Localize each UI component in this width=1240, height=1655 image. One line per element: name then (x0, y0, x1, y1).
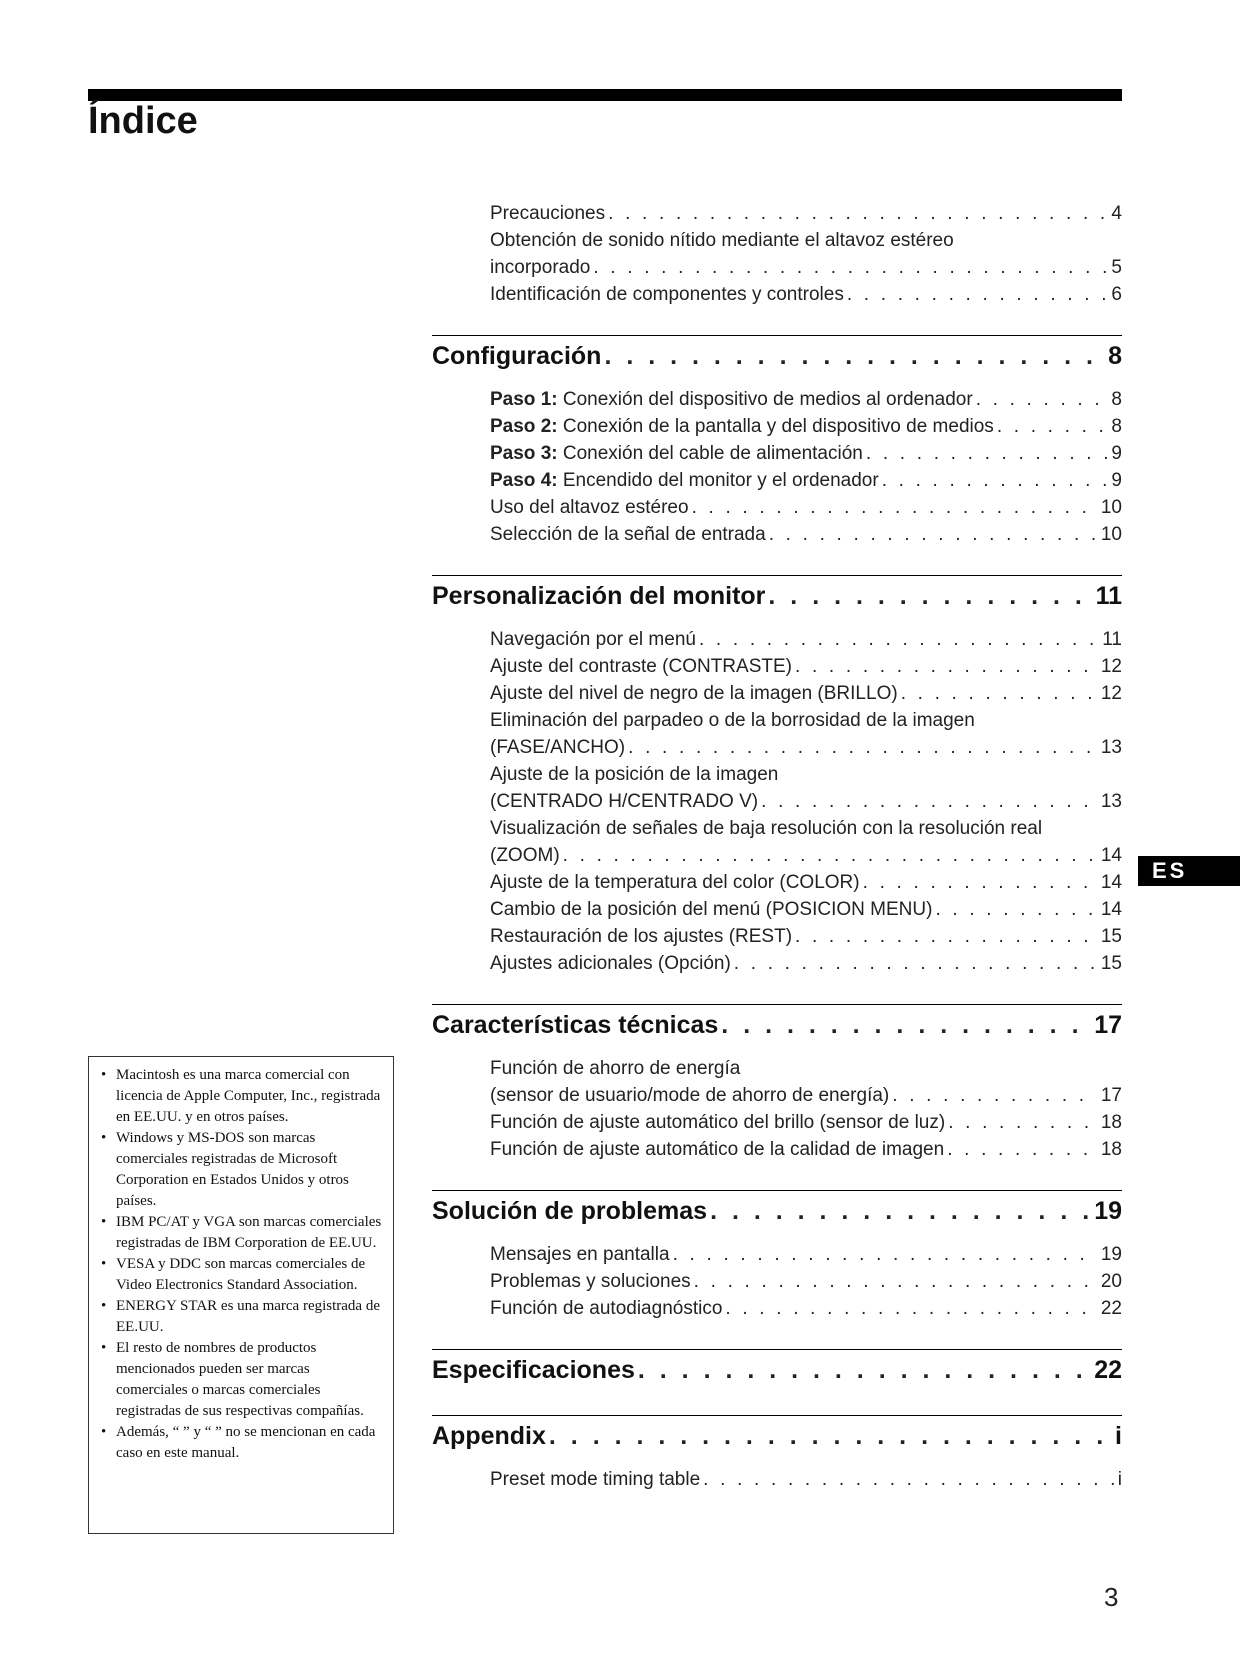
leader-dots (635, 1352, 1090, 1388)
toc-entry-title (490, 1466, 700, 1493)
toc-entry[interactable] (490, 653, 1122, 680)
leader-dots (863, 440, 1108, 467)
toc-page-number: 12 (1100, 656, 1122, 677)
leader-dots (700, 1466, 1114, 1493)
toc-entry-text: Encendido del monitor y el ordenador (557, 470, 879, 491)
toc-section (432, 1415, 1122, 1493)
toc-entry[interactable] (490, 1241, 1122, 1268)
toc-step-label: Paso 1: (490, 389, 558, 410)
toc-entry-text: (ZOOM) (490, 845, 560, 866)
trademark-item: • Además, “ ” y “ ” no se mencionan en cada caso en este manual. (99, 1422, 383, 1464)
toc-entry-text: Conexión del cable de alimentación (557, 443, 863, 464)
toc-entry[interactable] (490, 281, 1122, 308)
leader-dots (945, 1109, 1097, 1136)
leader-dots (696, 626, 1098, 653)
section-entries (490, 1055, 1122, 1163)
section-page-number: 11 (1095, 582, 1122, 610)
toc-entry[interactable] (490, 494, 1122, 521)
toc-page-number: 11 (1102, 629, 1122, 650)
toc-entry-title (490, 521, 766, 548)
toc-entry[interactable] (490, 1136, 1122, 1163)
leader-dots (765, 578, 1091, 614)
language-tab: ES (1138, 856, 1240, 886)
section-title: Personalización del monitor (432, 582, 766, 610)
toc-entry-line: Función de ahorro de energía (490, 1058, 741, 1079)
toc-entry-title (490, 680, 898, 707)
leader-dots (670, 1241, 1097, 1268)
toc-entry[interactable] (490, 680, 1122, 707)
toc-entry[interactable] (490, 386, 1122, 413)
toc-page-number: 10 (1100, 524, 1122, 545)
page-number: 3 (1104, 1582, 1119, 1612)
toc-page-number: 22 (1100, 1298, 1122, 1319)
section-title: Configuración (432, 342, 602, 370)
toc-entry-title (490, 440, 863, 467)
toc-page-number: 18 (1100, 1139, 1122, 1160)
toc-section (432, 575, 1122, 977)
leader-dots (731, 950, 1097, 977)
toc-entry[interactable] (490, 1082, 1122, 1109)
leader-dots (879, 467, 1108, 494)
toc-entry[interactable] (490, 200, 1122, 227)
leader-dots (546, 1418, 1111, 1454)
section-page-number: 22 (1094, 1356, 1122, 1384)
table-of-contents (432, 200, 1122, 1493)
toc-page-number: i (1117, 1469, 1122, 1490)
toc-page-number: 19 (1100, 1244, 1122, 1265)
toc-entry-text: Uso del altavoz estéreo (490, 497, 689, 518)
toc-entry-text: Ajustes adicionales (Opción) (490, 953, 731, 974)
toc-entry[interactable] (490, 734, 1122, 761)
section-page-number: 8 (1108, 342, 1122, 370)
toc-entry[interactable] (490, 1466, 1122, 1493)
toc-entry[interactable] (490, 521, 1122, 548)
toc-entry[interactable] (490, 413, 1122, 440)
toc-page-number: 5 (1111, 257, 1122, 278)
section-page-number: i (1115, 1422, 1122, 1450)
section-entries (490, 626, 1122, 977)
toc-entry-title (490, 1109, 945, 1136)
toc-entry-title (490, 200, 605, 227)
section-entries (490, 1241, 1122, 1322)
toc-section (432, 1190, 1122, 1322)
section-title: Especificaciones (432, 1356, 635, 1384)
toc-entry-text: Función de ajuste automático de la calidad de imagen (490, 1139, 945, 1160)
toc-entry-title (490, 1082, 889, 1109)
toc-entry-text: Conexión de la pantalla y del dispositivo de medios (557, 416, 994, 437)
top-rule (88, 89, 1122, 101)
toc-entry-text: Problemas y soluciones (490, 1271, 691, 1292)
toc-page-number: 14 (1100, 872, 1122, 893)
toc-entry[interactable] (490, 1109, 1122, 1136)
section-entries (490, 386, 1122, 548)
leader-dots (605, 200, 1107, 227)
toc-page-number: 10 (1100, 497, 1122, 518)
leader-dots (718, 1007, 1090, 1043)
section-title: Solución de problemas (432, 1197, 708, 1225)
section-heading[interactable] (432, 1352, 1122, 1388)
toc-page-number: 15 (1100, 953, 1122, 974)
toc-entry-text: (CENTRADO H/CENTRADO V) (490, 791, 759, 812)
intro-entries (490, 200, 1122, 308)
trademark-item: • Macintosh es una marca comercial con licencia de Apple Computer, Inc., registrada en EE.UU. y en otros países. (99, 1065, 383, 1128)
toc-page-number: 14 (1100, 899, 1122, 920)
leader-dots (691, 1268, 1097, 1295)
leader-dots (560, 842, 1097, 869)
toc-entry-text: Identificación de componentes y controles (490, 284, 844, 305)
toc-entry[interactable] (490, 950, 1122, 977)
toc-step-label: Paso 4: (490, 470, 558, 491)
toc-entry-title (490, 896, 932, 923)
leader-dots (722, 1295, 1096, 1322)
toc-entry-title (490, 788, 758, 815)
toc-entry-text: Restauración de los ajustes (REST) (490, 926, 793, 947)
toc-entry[interactable] (490, 842, 1122, 869)
section-title: Appendix (432, 1422, 546, 1450)
section-title: Características técnicas (432, 1011, 719, 1039)
toc-entry-text: Precauciones (490, 203, 606, 224)
leader-dots (898, 680, 1097, 707)
toc-page-number: 4 (1111, 203, 1122, 224)
toc-entry-title (490, 950, 731, 977)
toc-entry-text: Selección de la señal de entrada (490, 524, 766, 545)
page-title: Índice (88, 100, 198, 142)
toc-entry-text: Navegación por el menú (490, 629, 696, 650)
toc-entry[interactable] (490, 788, 1122, 815)
toc-entry-text: Ajuste del nivel de negro de la imagen (BRILLO) (490, 683, 898, 704)
toc-entry-title (490, 923, 792, 950)
section-heading[interactable] (432, 1418, 1122, 1454)
toc-entry-text: Cambio de la posición del menú (POSICION MENU) (490, 899, 933, 920)
toc-page-number: 12 (1100, 683, 1122, 704)
section-page-number: 17 (1094, 1011, 1122, 1039)
leader-dots (994, 413, 1108, 440)
toc-entry-title (490, 386, 973, 413)
leader-dots (860, 869, 1097, 896)
leader-dots (844, 281, 1108, 308)
trademark-item: • ENERGY STAR es una marca registrada de EE.UU. (99, 1296, 383, 1338)
toc-page-number: 9 (1111, 470, 1122, 491)
leader-dots (973, 386, 1108, 413)
toc-entry[interactable] (490, 1268, 1122, 1295)
toc-step-label: Paso 2: (490, 416, 558, 437)
toc-page-number: 13 (1100, 791, 1122, 812)
toc-entry[interactable] (490, 467, 1122, 494)
leader-dots (889, 1082, 1097, 1109)
toc-entry[interactable] (490, 923, 1122, 950)
toc-page-number: 6 (1111, 284, 1122, 305)
section-heading[interactable] (432, 338, 1122, 374)
toc-entry-title (490, 626, 696, 653)
toc-entry-text: Ajuste del contraste (CONTRASTE) (490, 656, 792, 677)
toc-section (432, 335, 1122, 548)
toc-entry-title (490, 653, 792, 680)
trademark-notes (88, 1056, 394, 1534)
toc-page-number: 15 (1100, 926, 1122, 947)
toc-entry-text: incorporado (490, 257, 591, 278)
section-heading[interactable] (432, 1007, 1122, 1043)
toc-entry-text: Mensajes en pantalla (490, 1244, 670, 1265)
toc-entry-title (490, 869, 860, 896)
toc-entry[interactable] (490, 440, 1122, 467)
toc-entry-line: Obtención de sonido nítido mediante el altavoz estéreo (490, 230, 954, 251)
toc-entry-text: Función de autodiagnóstico (490, 1298, 723, 1319)
toc-entry-title (490, 281, 844, 308)
toc-page-number: 20 (1100, 1271, 1122, 1292)
section-entries (490, 1466, 1122, 1493)
toc-entry-line: Eliminación del parpadeo o de la borrosidad de la imagen (490, 710, 975, 731)
toc-entry[interactable] (490, 896, 1122, 923)
toc-section (432, 1349, 1122, 1388)
section-page-number: 19 (1094, 1197, 1122, 1225)
toc-entry-text: Función de ajuste automático del brillo (sensor de luz) (490, 1112, 946, 1133)
toc-entry-title (490, 1136, 944, 1163)
toc-entry-text: Conexión del dispositivo de medios al ordenador (557, 389, 973, 410)
leader-dots (792, 653, 1097, 680)
trademark-item: • Windows y MS-DOS son marcas comerciales registradas de Microsoft Corporation en Estados Unidos y otros países. (99, 1128, 383, 1212)
section-heading[interactable] (432, 1193, 1122, 1229)
toc-page-number: 18 (1100, 1112, 1122, 1133)
toc-entry-text: Ajuste de la temperatura del color (COLOR) (490, 872, 860, 893)
toc-entry-text: (sensor de usuario/mode de ahorro de energía) (490, 1085, 890, 1106)
trademark-item: • IBM PC/AT y VGA son marcas comerciales registradas de IBM Corporation de EE.UU. (99, 1212, 383, 1254)
leader-dots (707, 1193, 1090, 1229)
toc-entry-title (490, 254, 590, 281)
trademark-item: • El resto de nombres de productos mencionados pueden ser marcas comerciales o marcas comerciales registradas de sus respectivas compañías. (99, 1338, 383, 1422)
leader-dots (758, 788, 1097, 815)
leader-dots (944, 1136, 1097, 1163)
leader-dots (590, 254, 1107, 281)
toc-entry-title (490, 1295, 722, 1322)
leader-dots (932, 896, 1096, 923)
leader-dots (766, 521, 1097, 548)
trademark-list (99, 1065, 383, 1464)
toc-entry-title (490, 842, 560, 869)
leader-dots (689, 494, 1097, 521)
toc-entry-title (490, 494, 689, 521)
toc-entry[interactable] (490, 254, 1122, 281)
toc-entry-title (490, 413, 994, 440)
toc-page-number: 8 (1111, 389, 1122, 410)
leader-dots (601, 338, 1104, 374)
toc-page-number: 14 (1100, 845, 1122, 866)
toc-page-number: 17 (1100, 1085, 1122, 1106)
toc-entry-line: Ajuste de la posición de la imagen (490, 764, 779, 785)
trademark-item: • VESA y DDC son marcas comerciales de Video Electronics Standard Association. (99, 1254, 383, 1296)
toc-entry-title (490, 1268, 691, 1295)
toc-entry-text: Preset mode timing table (490, 1469, 701, 1490)
toc-entry-line: Visualización de señales de baja resolución con la resolución real (490, 818, 1043, 839)
toc-entry-title (490, 734, 625, 761)
toc-entry[interactable] (490, 626, 1122, 653)
toc-entry-title (490, 467, 879, 494)
toc-page-number: 9 (1111, 443, 1122, 464)
toc-entry[interactable] (490, 869, 1122, 896)
toc-entry-title (490, 1241, 670, 1268)
toc-page-number: 8 (1111, 416, 1122, 437)
leader-dots (792, 923, 1097, 950)
section-heading[interactable] (432, 578, 1122, 614)
toc-entry[interactable] (490, 1295, 1122, 1322)
toc-step-label: Paso 3: (490, 443, 558, 464)
toc-page-number: 13 (1100, 737, 1122, 758)
leader-dots (625, 734, 1097, 761)
toc-sections (432, 335, 1122, 1493)
toc-entry-text: (FASE/ANCHO) (490, 737, 626, 758)
toc-section (432, 1004, 1122, 1163)
